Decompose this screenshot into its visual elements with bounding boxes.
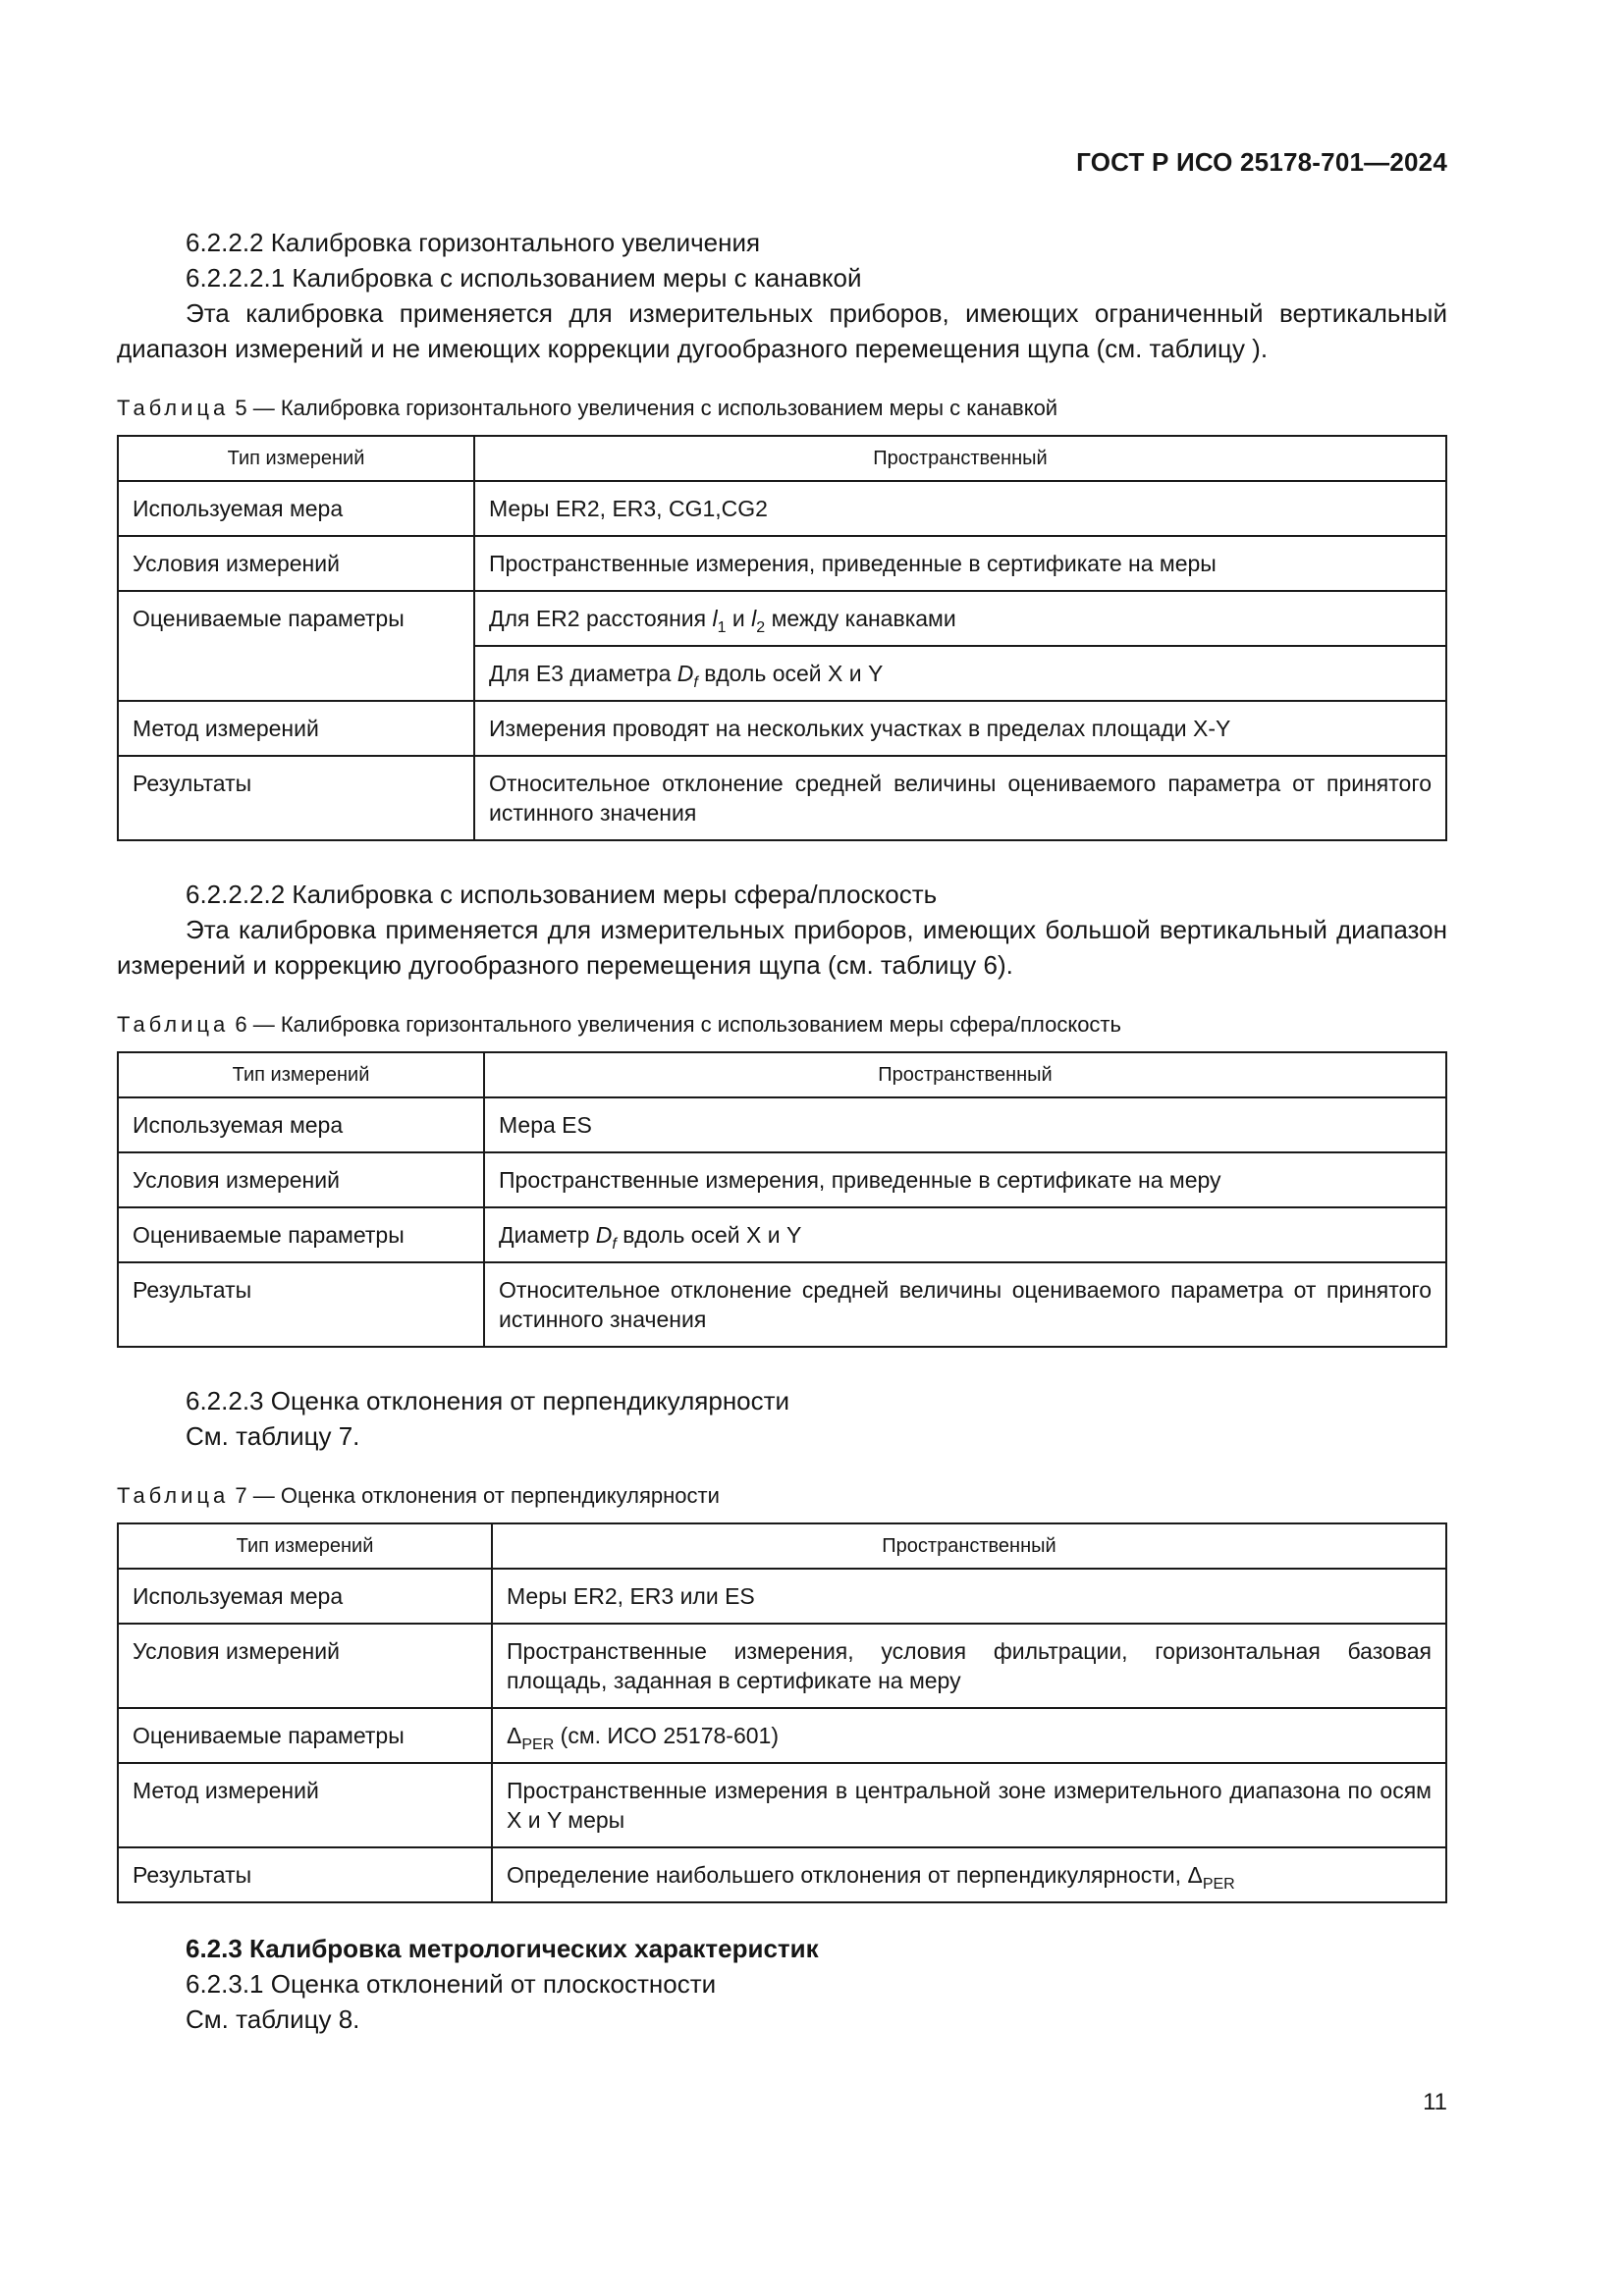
table-header-cell: Тип измерений xyxy=(118,1052,484,1097)
table-row xyxy=(118,1097,1446,1152)
table-header-cell: Пространственный xyxy=(484,1052,1446,1097)
table-cell: Используемая мера xyxy=(118,1097,484,1152)
standard-code-header: ГОСТ Р ИСО 25178-701—2024 xyxy=(1076,147,1447,177)
table-cell: Оцениваемые параметры xyxy=(118,1708,492,1763)
table-row xyxy=(118,1763,1446,1847)
heading-6-2-3-1: 6.2.3.1 Оценка отклонений от плоскостности xyxy=(186,1969,717,1999)
table-cell: Для ER2 расстояния $l_1$ и $l_2$ между канавками xyxy=(474,591,1446,646)
table-row xyxy=(118,1152,1446,1207)
table-row xyxy=(118,1708,1446,1763)
table-cell: Используемая мера xyxy=(118,1569,492,1624)
table-cell: Мера ES xyxy=(484,1097,1446,1152)
table-header-cell: Пространственный xyxy=(492,1523,1446,1569)
heading-6-2-2-2-2: 6.2.2.2.2 Калибровка с использованием меры сфера/плоскость xyxy=(186,880,938,909)
table-6-caption: Таблица 6 — Калибровка горизонтального увеличения с использованием меры сфера/плоскость xyxy=(117,1012,1121,1037)
table-cell: Условия измерений xyxy=(118,1624,492,1708)
table-6 xyxy=(117,1051,1447,1348)
table-row xyxy=(118,1207,1446,1262)
table-row xyxy=(118,1523,1446,1569)
page-number: 11 xyxy=(1423,2089,1447,2115)
table-header-cell: Тип измерений xyxy=(118,1523,492,1569)
table-row xyxy=(118,481,1446,536)
table-row xyxy=(118,1052,1446,1097)
table-row xyxy=(118,591,1446,646)
paragraph-6-2-2-2-1: Эта калибровка применяется для измерительных приборов, имеющих ограниченный вертикальный диапазон измерений и не имеющих коррекции дугообразного перемещения щупа (см. таблицу ). xyxy=(117,298,1447,363)
table-cell: Меры ER2, ER3 или ES xyxy=(492,1569,1446,1624)
heading-6-2-3: 6.2.3 Калибровка метрологических характеристик xyxy=(186,1934,819,1963)
table-5 xyxy=(117,435,1447,841)
table-cell: Результаты xyxy=(118,756,474,840)
table-cell: Используемая мера xyxy=(118,481,474,536)
table-cell: Оцениваемые параметры xyxy=(118,591,474,701)
table-cell: Измерения проводят на нескольких участках в пределах площади X-Y xyxy=(474,701,1446,756)
table-cell: Метод измерений xyxy=(118,701,474,756)
table-cell: Результаты xyxy=(118,1847,492,1902)
table-row xyxy=(118,756,1446,840)
table-cell: Условия измерений xyxy=(118,1152,484,1207)
table-header-cell: Пространственный xyxy=(474,436,1446,481)
table-row xyxy=(118,1569,1446,1624)
paragraph-6-2-2-2-2: Эта калибровка применяется для измерительных приборов, имеющих большой вертикальный диапазон измерений и коррекцию дугообразного перемещения щупа (см. таблицу 6). xyxy=(117,915,1447,980)
table-cell: Меры ER2, ER3, CG1,CG2 xyxy=(474,481,1446,536)
table-cell: Для E3 диаметра $D_f$ вдоль осей X и Y xyxy=(474,646,1446,701)
table-cell: Относительное отклонение средней величины оцениваемого параметра от принятого истинного значения xyxy=(474,756,1446,840)
table-7 xyxy=(117,1522,1447,1903)
see-table-7: См. таблицу 7. xyxy=(186,1421,360,1451)
table-header-cell: Тип измерений xyxy=(118,436,474,481)
heading-6-2-2-2-1: 6.2.2.2.1 Калибровка с использованием меры с канавкой xyxy=(186,263,862,293)
table-cell: Условия измерений xyxy=(118,536,474,591)
table-cell: $\Delta_{PER}$ (см. ИСО 25178-601) xyxy=(492,1708,1446,1763)
table-row xyxy=(118,536,1446,591)
table-5-caption: Таблица 5 — Калибровка горизонтального увеличения с использованием меры с канавкой xyxy=(117,396,1058,420)
table-row xyxy=(118,701,1446,756)
table-cell: Пространственные измерения, приведенные в сертификате на меру xyxy=(484,1152,1446,1207)
table-cell: Результаты xyxy=(118,1262,484,1347)
page-content xyxy=(117,225,1447,2037)
see-table-8: См. таблицу 8. xyxy=(186,2004,360,2034)
table-row xyxy=(118,1847,1446,1902)
table-cell: Пространственные измерения, приведенные в сертификате на меры xyxy=(474,536,1446,591)
table-row xyxy=(118,436,1446,481)
table-cell: Определение наибольшего отклонения от перпендикулярности, $\Delta_{PER}$ xyxy=(492,1847,1446,1902)
table-cell: Относительное отклонение средней величины оцениваемого параметра от принятого истинного значения xyxy=(484,1262,1446,1347)
table-7-caption: Таблица 7 — Оценка отклонения от перпендикулярности xyxy=(117,1483,720,1508)
table-row xyxy=(118,1262,1446,1347)
table-row xyxy=(118,1624,1446,1708)
table-cell: Метод измерений xyxy=(118,1763,492,1847)
table-cell: Оцениваемые параметры xyxy=(118,1207,484,1262)
table-cell: Диаметр $D_f$ вдоль осей X и Y xyxy=(484,1207,1446,1262)
heading-6-2-2-3: 6.2.2.3 Оценка отклонения от перпендикулярности xyxy=(186,1386,790,1415)
heading-6-2-2-2: 6.2.2.2 Калибровка горизонтального увеличения xyxy=(186,228,761,257)
table-cell: Пространственные измерения, условия фильтрации, горизонтальная базовая площадь, заданная в сертификате на меру xyxy=(492,1624,1446,1708)
table-cell: Пространственные измерения в центральной зоне измерительного диапазона по осям X и Y меры xyxy=(492,1763,1446,1847)
